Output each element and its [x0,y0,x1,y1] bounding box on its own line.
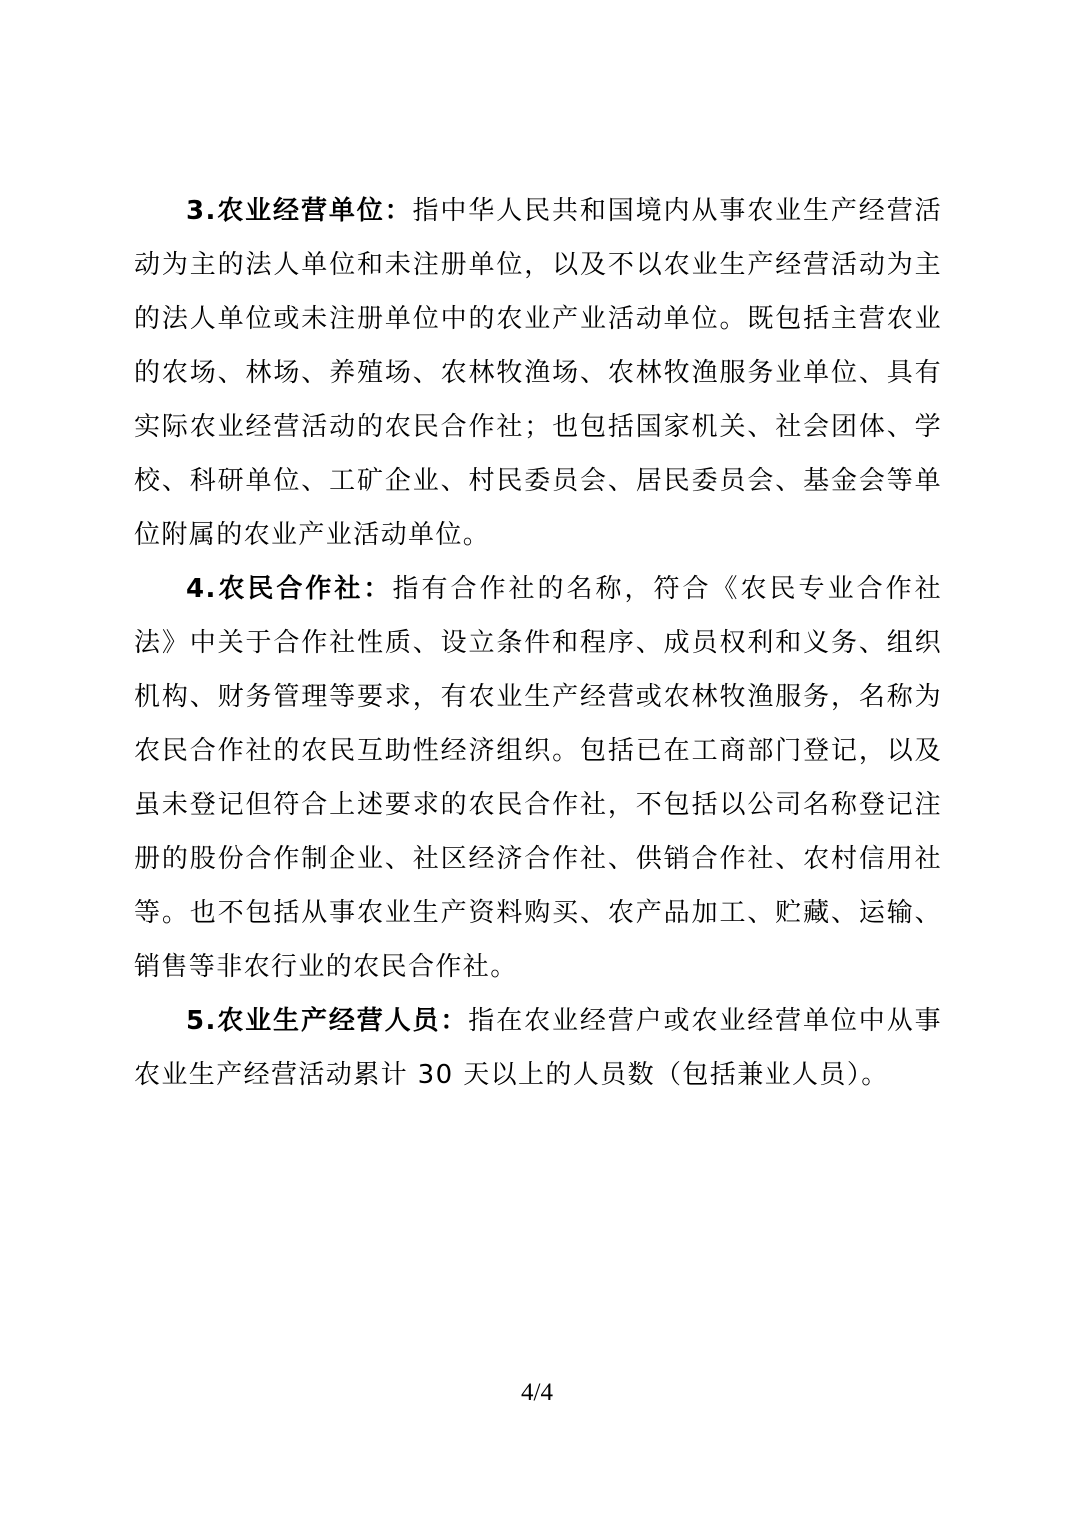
term-agricultural-business-unit: 3.农业经营单位： [186,196,413,226]
document-body [134,184,942,1102]
paragraph-farmer-cooperative [134,562,942,994]
term-agricultural-production-personnel: 5.农业生产经营人员： [186,1006,469,1036]
paragraph-agricultural-production-personnel [134,994,942,1102]
definition-agricultural-production-personnel: 指在农业经营户或农业经营单位中从事农业生产经营活动累计 30 天以上的人员数（包括兼业人员）。 [134,1006,942,1090]
paragraph-agricultural-business-unit [134,184,942,562]
term-farmer-cooperative: 4.农民合作社： [186,574,393,604]
page-number: 4/4 [521,1379,553,1406]
definition-agricultural-business-unit: 指中华人民共和国境内从事农业生产经营活动为主的法人单位和未注册单位，以及不以农业生产经营活动为主的法人单位或未注册单位中的农业产业活动单位。既包括主营农业的农场、林场、养殖场、农林牧渔场、农林牧渔服务业单位、具有实际农业经营活动的农民合作社；也包括国家机关、社会团体、学校、科研单位、工矿企业、村民委员会、居民委员会、基金会等单位附属的农业产业活动单位。 [134,196,942,550]
definition-farmer-cooperative: 指有合作社的名称，符合《农民专业合作社法》中关于合作社性质、设立条件和程序、成员权利和义务、组织机构、财务管理等要求，有农业生产经营或农林牧渔服务，名称为农民合作社的农民互助性经济组织。包括已在工商部门登记，以及虽未登记但符合上述要求的农民合作社，不包括以公司名称登记注册的股份合作制企业、社区经济合作社、供销合作社、农村信用社等。也不包括从事农业生产资料购买、农产品加工、贮藏、运输、销售等非农行业的农民合作社。 [134,574,942,982]
